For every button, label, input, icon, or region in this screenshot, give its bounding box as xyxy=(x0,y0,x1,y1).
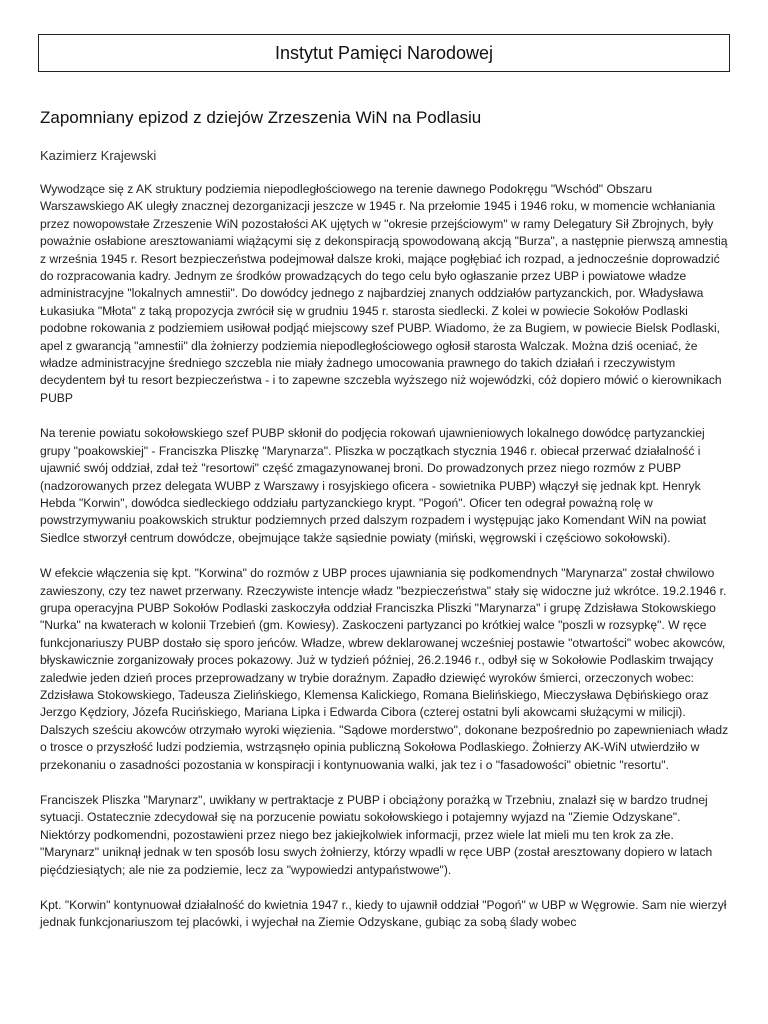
paragraph: Wywodzące się z AK struktury podziemia niepodległościowego na terenie dawnego Podokręgu "Wschód" Obszaru Warszawskiego AK uległy znacznej dezorganizacji jeszcze w 1945 r. Na przełomie 1945 i 1946 roku, w momencie wchłaniania przez nowopowstałe Zrzeszenie WiN pozostałości AK ujętych w "okresie przejściowym" w ramy Delegatury Sił Zbrojnych, były poważnie osłabione aresztowaniami wiążącymi się z dekonspiracją spowodowaną akcją "Burza", a następnie pierwszą amnestią z września 1945 r. Resort bezpieczeństwa podejmował dalsze kroki, mające pogłębiać ich rozpad, a jednocześnie doprowadzić do rozpracowania kadry. Jednym ze środków prowadzących do tego celu było ogłaszanie przez UBP i powiatowe władze administracyjne "lokalnych amnestii". Do dowódcy jednego z najbardziej znanych oddziałów partyzanckich, por. Władysława Łukasiuka "Młota" z taką propozycja zwrócił się w grudniu 1945 r. starosta siedlecki. Z kolei w powiecie Sokołów Podlaski podobne rokowania z podziemiem usiłował podjąć miejscowy szef PUBP. Wiadomo, że za Bugiem, w powiecie Bielsk Podlaski, apel z gwarancją "amnestii" dla żołnierzy podziemia niepodległościowego ogłosił starosta Walczak. Można dziś oceniać, że władze administracyjne średniego szczebla nie miały żadnego umocowania prawnego do takich działań i rzeczywistym decydentem był tu resort bezpieczeństwa - i to zapewne szczebla wyższego niż wojewódzki, cóż dopiero mówić o kierownikach PUBP xyxy=(40,182,728,405)
article-body xyxy=(40,181,734,950)
article-author: Kazimierz Krajewski xyxy=(40,148,157,163)
paragraph: Na terenie powiatu sokołowskiego szef PUBP skłonił do podjęcia rokowań ujawnieniowych lokalnego dowódcę partyzanckiej grupy "poakowskiej" - Franciszka Pliszkę "Marynarza". Pliszka w początkach stycznia 1946 r. obiecał przerwać działalność i ujawnić swój oddział, zdał też "resortowi" część zmagazynowanej broni. Do prowadzonych przez niego rozmów z PUBP (nadzorowanych przez delegata WUBP z Warszawy i rosyjskiego oficera - sowietnika PUBP) włączył się jednak kpt. Henryk Hebda "Korwin", dowódca siedleckiego oddziału partyzanckiego krypt. "Pogoń". Oficer ten odegrał poważną rolę w powstrzymywaniu poakowskich struktur podziemnych przed dalszym rozpadem i występując jako Komendant WiN na powiat Siedlce stworzył centrum dowódcze, obejmujące także sąsiednie powiaty (miński, węgrowski i częściowo sokołowski). xyxy=(40,426,707,545)
institution-title: Instytut Pamięci Narodowej xyxy=(274,42,494,63)
paragraph: W efekcie włączenia się kpt. "Korwina" do rozmów z UBP proces ujawniania się podkomendnych "Marynarza" został chwilowo zawieszony, czy tez nawet przerwany. Rzeczywiste intencje władz "bezpieczeństwa" stały się widoczne już wkrótce. 19.2.1946 r. grupa operacyjna PUBP Sokołów Podlaski zaskoczyła oddział Franciszka Pliszki "Marynarza" i grupę Zdzisława Stokowskiego "Nurka" na kwaterach w kolonii Trzebień (gm. Kowiesy). Zaskoczeni partyzanci po krótkiej walce "poszli w rozsypkę". W ręce funkcjonariuszy PUBP dostało się sporo jeńców. Władze, wbrew deklarowanej wcześniej postawie "otwartości" wobec akowców, błyskawicznie zorganizowały proces pokazowy. Już w tydzień później, 26.2.1946 r., odbył się w Sokołowie Podlaskim trwający zaledwie jeden dzień proces przeprowadzany w trybie doraźnym. Zapadło dziewięć wyroków śmierci, orzeczonych wobec: Zdzisława Stokowskiego, Tadeusza Zielińskiego, Klemensa Kalickiego, Romana Bielińskiego, Mieczysława Dębińskiego oraz Jerzgo Kędziory, Józefa Rucińskiego, Mariana Lipka i Edwarda Cibora (czterej ostatni byli akowcami służącymi w milicji). Dalszych sześciu akowców otrzymało wyroki więzienia. "Sądowe morderstwo", dokonane bezpośrednio po zapewnieniach władz o trosce o przyszłość ludzi podziemia, wstrząsnęło opinia publiczną Sokołowa Podlaskiego. Żołnierzy AK-WiN utwierdziło w przekonaniu o zasadności pozostania w konspiracji i kontynuowania walki, jak tez i o "fasadowości" obietnic "resortu". xyxy=(40,566,729,772)
paragraph: Franciszek Pliszka "Marynarz", uwikłany w pertraktacje z PUBP i obciążony porażką w Trzebniu, znalazł się w bardzo trudnej sytuacji. Ostatecznie zdecydował się na porzucenie powiatu sokołowskiego i potajemny wyjazd na "Ziemie Odzyskane". Niektórzy podkomendni, pozostawieni przez niego bez jakiejkolwiek informacji, przez wiele lat mieli mu ten krok za złe. "Marynarz" uniknął jednak w ten sposób losu swych żołnierzy, którzy wpadli w ręce UBP (został aresztowany dopiero w latach pięćdziesiątych; ale nie za podziemie, lecz za "wypowiedzi antypaństwowe"). xyxy=(40,793,713,877)
header-banner xyxy=(38,34,730,72)
article-title: Zapomniany epizod z dziejów Zrzeszenia WiN na Podlasiu xyxy=(40,108,482,127)
paragraph: Kpt. "Korwin" kontynuował działalność do kwietnia 1947 r., kiedy to ujawnił oddział "Pogoń" w UBP w Węgrowie. Sam nie wierzył jednak funkcjonariuszom tej placówki, i wyjechał na Ziemie Odzyskane, gubiąc za sobą ślady wobec xyxy=(40,898,727,930)
